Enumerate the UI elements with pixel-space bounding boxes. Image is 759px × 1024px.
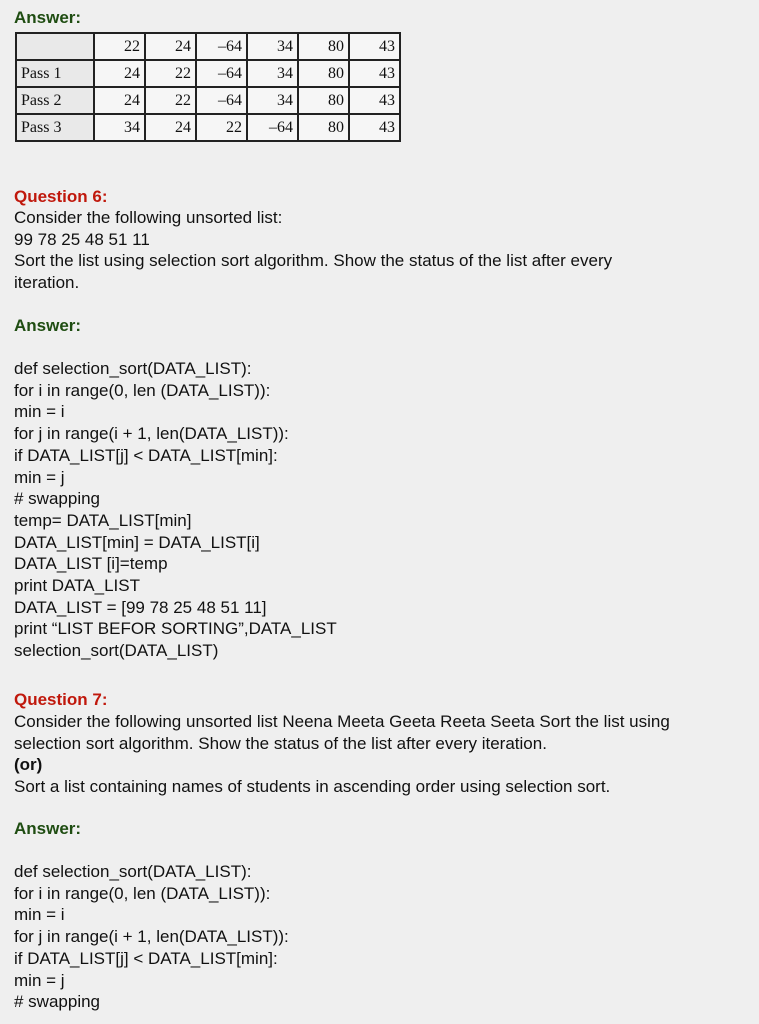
table-cell: 22: [145, 87, 196, 114]
question-text-line: Consider the following unsorted list Neena Meeta Geeta Reeta Seeta Sort the list using: [14, 712, 670, 731]
answer-heading: Answer:: [14, 8, 82, 27]
code-line: DATA_LIST = [99 78 25 48 51 11]: [14, 597, 267, 617]
table-cell: 22: [196, 114, 247, 141]
question-7-text: [14, 711, 670, 798]
table-cell: 80: [298, 87, 349, 114]
question-text-line: Sort a list containing names of students in ascending order using selection sort.: [14, 777, 611, 797]
table-cell: –64: [196, 60, 247, 87]
table-cell: 43: [349, 114, 400, 141]
question-6-title: Question 6:: [14, 187, 108, 206]
question-6-text: [14, 207, 612, 294]
code-line: for j in range(i + 1, len(DATA_LIST)):: [14, 927, 289, 947]
code-line: DATA_LIST[min] = DATA_LIST[i]: [14, 532, 260, 552]
table-header-row: [16, 33, 400, 60]
table-cell: Pass 2: [16, 87, 94, 114]
table-row: [16, 87, 400, 114]
table-cell: 80: [298, 33, 349, 60]
question-7-title: Question 7:: [14, 690, 108, 709]
code-line: print DATA_LIST: [14, 576, 140, 596]
table-cell: –64: [196, 33, 247, 60]
table-cell: 34: [94, 114, 145, 141]
code-line: # swapping: [14, 992, 101, 1012]
table-cell: 24: [145, 114, 196, 141]
code-line: # swapping: [14, 489, 101, 509]
question-text-line: selection sort algorithm. Show the status of the list after every iteration.: [14, 733, 547, 753]
table-row: [16, 60, 400, 87]
table-cell: 24: [94, 60, 145, 87]
table-cell: 34: [247, 60, 298, 87]
question-text-line: iteration.: [14, 273, 80, 293]
code-line: for i in range(0, len (DATA_LIST)):: [14, 380, 271, 400]
table-cell: [16, 33, 94, 60]
table-cell: 24: [145, 33, 196, 60]
code-line: selection_sort(DATA_LIST): [14, 641, 219, 661]
table-cell: 22: [145, 60, 196, 87]
question-7-code-block: [14, 861, 289, 1013]
code-line: min = i: [14, 905, 65, 925]
or-label: (or): [14, 755, 43, 775]
code-line: if DATA_LIST[j] < DATA_LIST[min]:: [14, 445, 278, 465]
code-line: temp= DATA_LIST[min]: [14, 510, 192, 530]
table-cell: 34: [247, 33, 298, 60]
table-cell: 43: [349, 33, 400, 60]
code-line: def selection_sort(DATA_LIST):: [14, 862, 252, 881]
code-line: for i in range(0, len (DATA_LIST)):: [14, 883, 271, 903]
code-line: def selection_sort(DATA_LIST):: [14, 359, 252, 378]
table-cell: Pass 1: [16, 60, 94, 87]
code-line: for j in range(i + 1, len(DATA_LIST)):: [14, 424, 289, 444]
code-line: DATA_LIST [i]=temp: [14, 554, 168, 574]
code-line: if DATA_LIST[j] < DATA_LIST[min]:: [14, 948, 278, 968]
question-7-answer-heading: Answer:: [14, 819, 82, 838]
code-line: min = j: [14, 467, 65, 487]
table-cell: 43: [349, 87, 400, 114]
question-6-answer-heading: Answer:: [14, 316, 82, 335]
code-line: min = i: [14, 402, 65, 422]
question-text-line: Consider the following unsorted list:: [14, 208, 283, 227]
code-line: min = j: [14, 970, 65, 990]
table-cell: –64: [247, 114, 298, 141]
table-cell: Pass 3: [16, 114, 94, 141]
code-line: print “LIST BEFOR SORTING”,DATA_LIST: [14, 619, 337, 639]
table-cell: –64: [196, 87, 247, 114]
table-cell: 80: [298, 114, 349, 141]
table-cell: 34: [247, 87, 298, 114]
table-row: [16, 114, 400, 141]
question-6-code-block: [14, 358, 337, 662]
question-text-line: Sort the list using selection sort algorithm. Show the status of the list after every: [14, 251, 613, 271]
table-cell: 22: [94, 33, 145, 60]
table-cell: 43: [349, 60, 400, 87]
sort-passes-table: [15, 32, 401, 142]
table-cell: 80: [298, 60, 349, 87]
question-text-line: 99 78 25 48 51 11: [14, 229, 150, 249]
table-cell: 24: [94, 87, 145, 114]
